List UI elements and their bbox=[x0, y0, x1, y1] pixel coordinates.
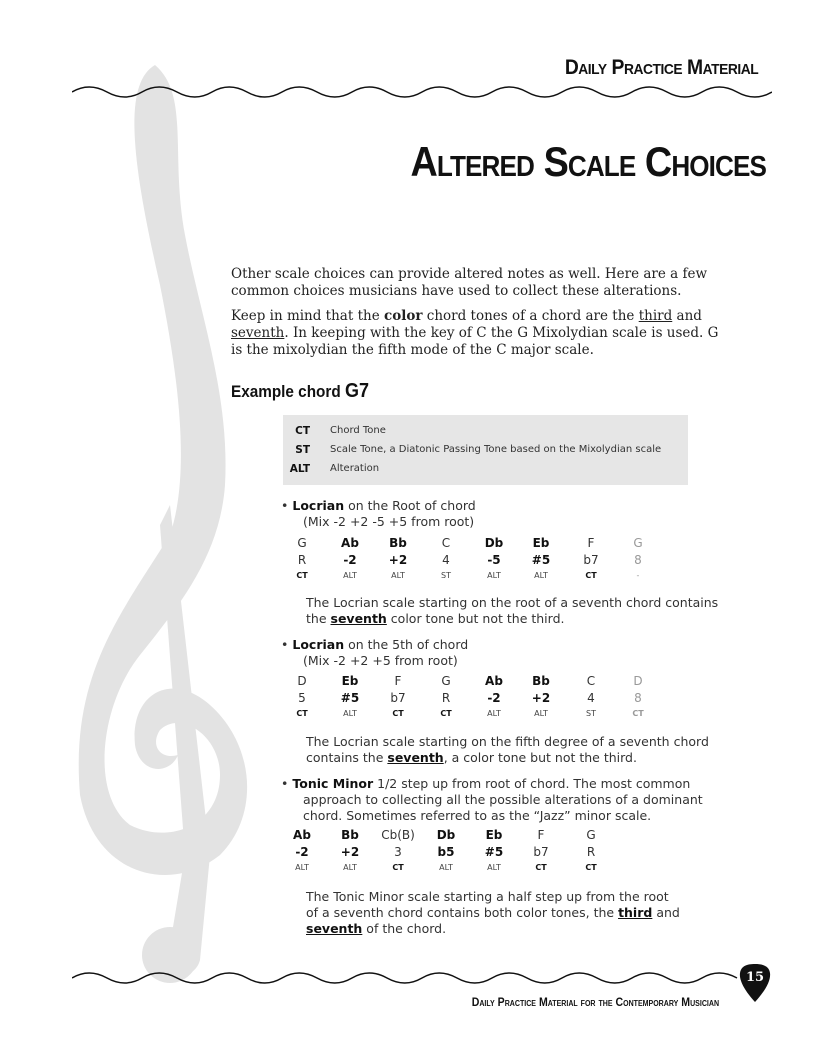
scale-note-cell: Ab bbox=[485, 674, 503, 688]
scale-type-cell: CT bbox=[632, 709, 644, 718]
scale-degree-cell: b7 bbox=[583, 553, 599, 567]
scale-degree-cell: 4 bbox=[587, 691, 595, 705]
header-title: Daily Practice Material bbox=[564, 56, 758, 79]
page-number-pick bbox=[739, 963, 771, 1003]
scale-type-cell: ALT bbox=[343, 709, 357, 718]
scale-note-cell: D bbox=[297, 674, 307, 688]
scale-note-cell: D bbox=[633, 674, 643, 688]
scale-degree-cell: 8 bbox=[634, 691, 642, 705]
intro-paragraph-2: Keep in mind that the color chord tones of a chord are the third and seventh. In keeping with the key of C the G Mixolydian scale is used. G is the mixolydian the fifth mode of the C major scale. bbox=[231, 308, 719, 358]
scale-note-2: The Locrian scale starting on the fifth degree of a seventh chord contains the seventh, a color tone but not the third. bbox=[306, 734, 709, 765]
scale-type-cell: ALT bbox=[487, 709, 501, 718]
scale-degree-cell: 8 bbox=[634, 553, 642, 567]
scale-note-cell: Bb bbox=[532, 674, 550, 688]
scale-type-cell: CT bbox=[392, 709, 404, 718]
scale-type-cell: - bbox=[636, 571, 640, 580]
scale-degree-cell: R bbox=[441, 691, 451, 705]
scale-degree-cell: R bbox=[297, 553, 307, 567]
scale-note-cell: F bbox=[587, 536, 595, 550]
scale-note-cell: C bbox=[441, 536, 451, 550]
scale-type-cell: ALT bbox=[343, 571, 357, 580]
footer-wave-divider bbox=[72, 968, 742, 988]
scale-heading-1: • Locrian on the Root of chord (Mix -2 +2 -5 +5 from root) bbox=[281, 498, 476, 529]
scale-type-cell: ALT bbox=[391, 571, 405, 580]
scale-type-cell: ALT bbox=[295, 863, 309, 872]
scale-type-cell: CT bbox=[585, 571, 597, 580]
scale-degree-cell: 5 bbox=[298, 691, 306, 705]
scale-note-1: The Locrian scale starting on the root of a seventh chord contains the seventh color tone but not the third. bbox=[306, 595, 719, 626]
scale-note-cell: G bbox=[297, 536, 307, 550]
scale-type-cell: ST bbox=[586, 709, 596, 718]
scale-degree-cell: b5 bbox=[437, 845, 455, 859]
scale-type-cell: ALT bbox=[487, 863, 501, 872]
scale-note-cell: Db bbox=[436, 828, 456, 842]
page-title: Altered Scale Choices bbox=[410, 138, 766, 185]
scale-heading-2: • Locrian on the 5th of chord (Mix -2 +2 +5 from root) bbox=[281, 637, 469, 668]
scale-type-cell: CT bbox=[585, 863, 597, 872]
treble-clef-watermark bbox=[60, 55, 260, 985]
scale-type-cell: ALT bbox=[343, 863, 357, 872]
scale-type-cell: CT bbox=[296, 571, 308, 580]
scale-degree-cell: 4 bbox=[442, 553, 450, 567]
intro-text bbox=[231, 266, 731, 367]
scale-degree-cell: +2 bbox=[388, 553, 408, 567]
scale-degree-cell: b7 bbox=[533, 845, 549, 859]
scale-degree-cell: -2 bbox=[295, 845, 309, 859]
scale-heading-3: • Tonic Minor 1/2 step up from root of chord. The most common approach to collecting all the possible alterations of a dominant chord. Sometimes referred to as the “Jazz” minor scale. bbox=[281, 776, 703, 823]
scale-type-cell: CT bbox=[392, 863, 404, 872]
scale-degree-cell: #5 bbox=[340, 691, 360, 705]
scale-type-cell: ALT bbox=[534, 709, 548, 718]
scale-degree-cell: -2 bbox=[487, 691, 501, 705]
scale-degree-cell: -2 bbox=[343, 553, 357, 567]
scale-note-cell: Eb bbox=[341, 674, 359, 688]
intro-paragraph-1: Other scale choices can provide altered notes as well. Here are a few common choices musicians have used to collect these alterations. bbox=[231, 266, 708, 299]
example-chord-heading: Example chord G7 bbox=[231, 380, 369, 402]
scale-note-cell: Bb bbox=[341, 828, 359, 842]
scale-note-cell: Eb bbox=[485, 828, 503, 842]
header-wave-divider bbox=[72, 82, 772, 102]
scale-note-cell: Bb bbox=[389, 536, 407, 550]
scale-type-cell: ST bbox=[441, 571, 451, 580]
scale-type-cell: CT bbox=[535, 863, 547, 872]
scale-note-cell: Db bbox=[484, 536, 504, 550]
scale-degree-cell: #5 bbox=[484, 845, 504, 859]
scale-note-cell: Ab bbox=[341, 536, 359, 550]
scale-note-3: The Tonic Minor scale starting a half step up from the root of a seventh chord contains both color tones, the third and seventh of the chord. bbox=[306, 889, 680, 936]
scale-degree-cell: 3 bbox=[394, 845, 402, 859]
scale-note-cell: G bbox=[441, 674, 451, 688]
scale-degree-cell: R bbox=[586, 845, 596, 859]
scale-note-cell: C bbox=[586, 674, 596, 688]
scale-degree-cell: -5 bbox=[487, 553, 501, 567]
legend-box: CT Chord Tone ST Scale Tone, a Diatonic Passing Tone based on the Mixolydian scale ALT Alteration bbox=[283, 415, 688, 485]
scale-type-cell: CT bbox=[440, 709, 452, 718]
scale-note-cell: Ab bbox=[293, 828, 311, 842]
scale-note-cell: G bbox=[586, 828, 596, 842]
scale-type-cell: ALT bbox=[487, 571, 501, 580]
scale-type-cell: ALT bbox=[534, 571, 548, 580]
scale-note-cell: G bbox=[633, 536, 643, 550]
scale-degree-cell: #5 bbox=[531, 553, 551, 567]
scale-degree-cell: +2 bbox=[340, 845, 360, 859]
scale-note-cell: Eb bbox=[532, 536, 550, 550]
scale-note-cell: Cb(B) bbox=[381, 828, 415, 842]
scale-type-cell: CT bbox=[296, 709, 308, 718]
page-number: 15 bbox=[745, 970, 765, 985]
scale-note-cell: F bbox=[394, 674, 402, 688]
scale-degree-cell: b7 bbox=[390, 691, 406, 705]
footer-title: Daily Practice Material for the Contemporary Musician bbox=[471, 995, 719, 1009]
scale-type-cell: ALT bbox=[439, 863, 453, 872]
scale-note-cell: F bbox=[537, 828, 545, 842]
scale-degree-cell: +2 bbox=[531, 691, 551, 705]
